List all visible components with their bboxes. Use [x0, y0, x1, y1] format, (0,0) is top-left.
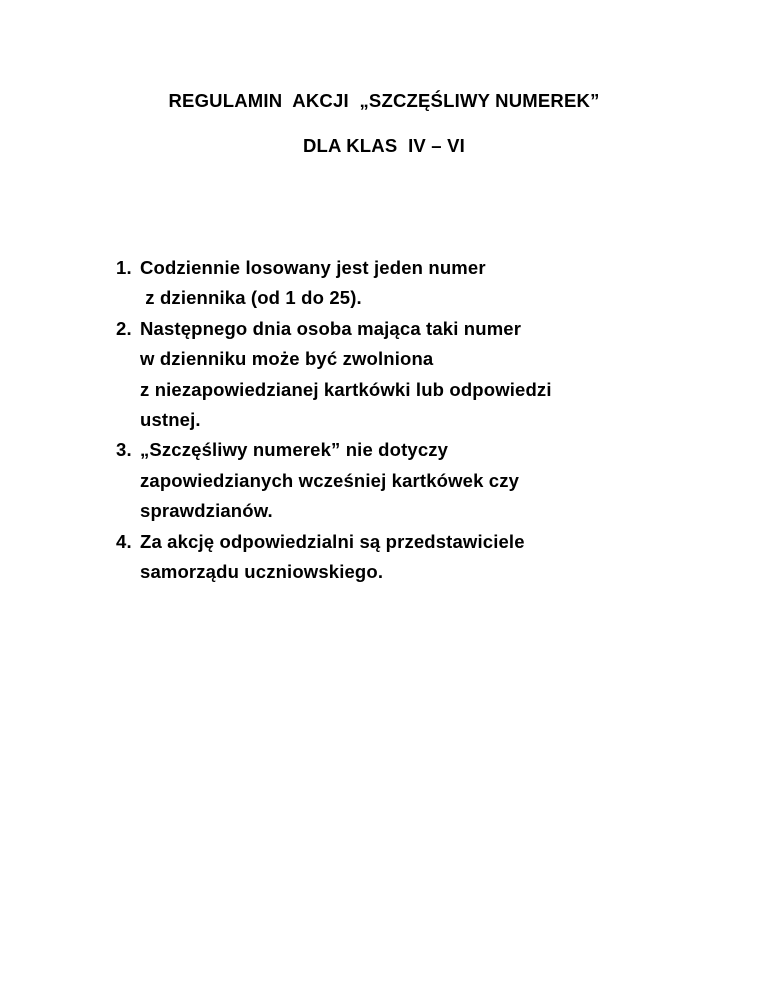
- rule-text-line: w dzienniku może być zwolniona: [140, 348, 434, 370]
- document-subtitle: DLA KLAS IV – VI: [302, 135, 466, 156]
- rule-text-line: ustnej.: [140, 409, 201, 431]
- rule-text-line: z dziennika (od 1 do 25).: [140, 287, 362, 309]
- rule-text-line: samorządu uczniowskiego.: [140, 561, 384, 583]
- rule-text-line: zapowiedzianych wcześniej kartkówek czy: [140, 469, 520, 491]
- rule-text-line: sprawdzianów.: [140, 500, 273, 522]
- rule-text-line: Codziennie losowany jest jeden numer: [140, 257, 486, 278]
- rules-list: [116, 253, 756, 587]
- rule-item-1: [116, 253, 756, 314]
- rule-text-line: z niezapowiedzianej kartkówki lub odpowiedzi: [140, 378, 552, 400]
- rule-number: 3.: [116, 439, 132, 461]
- rule-number: 1.: [116, 257, 132, 278]
- rule-item-2: [116, 314, 756, 436]
- document-title: REGULAMIN AKCJI „SZCZĘŚLIWY NUMEREK”: [168, 90, 600, 111]
- rule-item-3: [116, 435, 756, 526]
- rule-text-line: „Szczęśliwy numerek” nie dotyczy: [140, 439, 449, 461]
- rule-text-line: Za akcję odpowiedzialni są przedstawiciele: [140, 530, 525, 552]
- rule-text-line: Następnego dnia osoba mająca taki numer: [140, 317, 522, 339]
- rule-item-4: [116, 527, 756, 588]
- rule-number: 2.: [116, 317, 132, 339]
- rule-number: 4.: [116, 530, 132, 552]
